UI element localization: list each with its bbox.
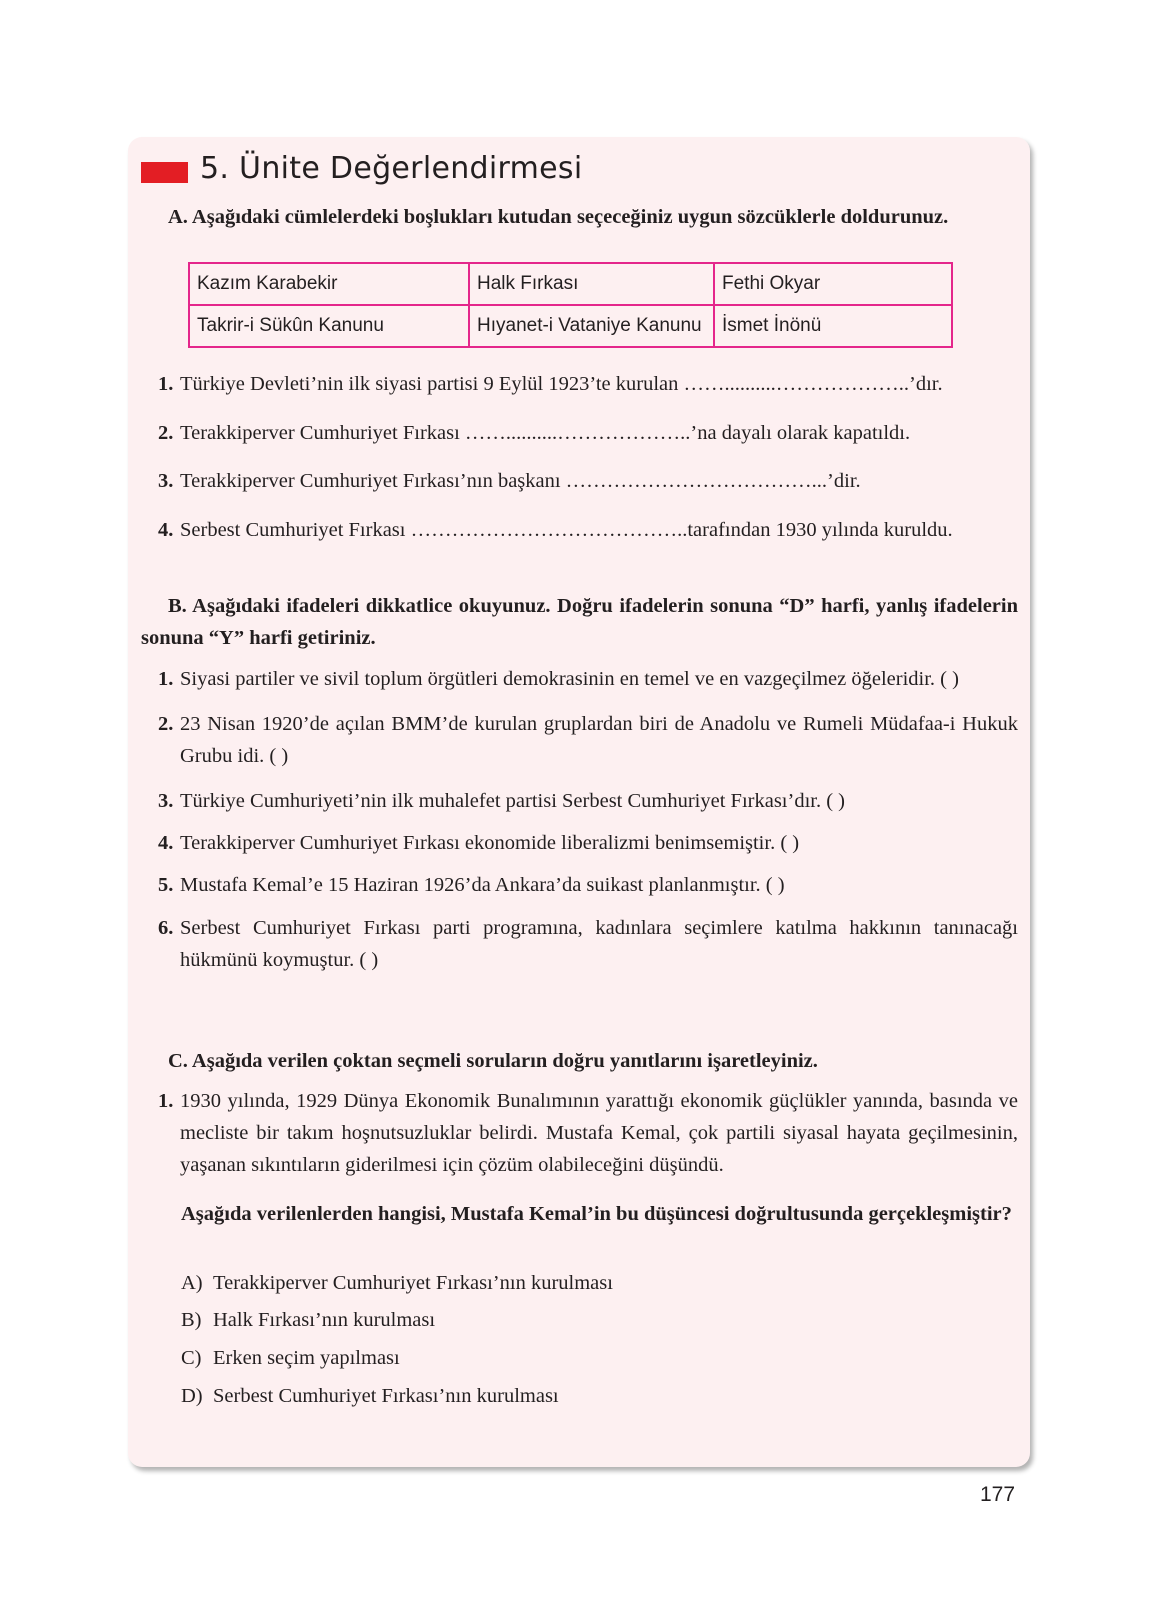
word-box-cell: Takrir-i Sükûn Kanunu [189,305,469,347]
fill-blank-question [158,514,1018,546]
question-text: Türkiye Devleti’nin ilk siyasi partisi 9 Eylül 1923’te kurulan ……..........………………..’dır. [180,373,943,395]
option-letter: B) [181,1309,202,1331]
true-false-statement [158,827,1018,859]
word-box-row [189,305,952,347]
answer-option[interactable] [181,1342,400,1374]
word-box-cell: İsmet İnönü [714,305,952,347]
true-false-statement [158,869,1018,901]
option-text: Erken seçim yapılması [213,1347,400,1369]
question-text: Serbest Cumhuriyet Fırkası …………………………………..tarafından 1930 yılında kuruldu. [180,519,953,541]
question-number: 1. [158,1090,174,1112]
statement-number: 4. [158,832,174,854]
title-accent-bar [141,162,188,183]
statement-number: 3. [158,790,174,812]
page-number: 177 [980,1483,1016,1506]
fill-blank-question [158,417,1018,449]
true-false-statement [158,912,1018,976]
question-number: 1. [158,373,174,395]
section-c-instruction: C. Aşağıda verilen çoktan seçmeli soruların doğru yanıtlarını işaretleyiniz. [168,1050,818,1072]
statement-number: 1. [158,668,174,690]
answer-option[interactable] [181,1380,559,1412]
answer-option[interactable] [181,1304,435,1336]
question-text: Terakkiperver Cumhuriyet Fırkası ……..........………………..’na dayalı olarak kapatıldı. [180,422,911,444]
statement-text: 23 Nisan 1920’de açılan BMM’de kurulan gruplardan biri de Anadolu ve Rumeli Müdafaa-i Hukuk Grubu idi. ( ) [180,713,1018,767]
question-prompt: Aşağıda verilenlerden hangisi, Mustafa Kemal’in bu düşüncesi doğrultusunda gerçekleşmiştir? [181,1203,1012,1225]
question-number: 4. [158,519,174,541]
fill-blank-question [158,368,1018,400]
option-letter: D) [181,1385,203,1407]
option-text: Terakkiperver Cumhuriyet Fırkası’nın kurulması [213,1272,613,1294]
question-number: 3. [158,470,174,492]
fill-blank-question [158,465,1018,497]
option-text: Halk Fırkası’nın kurulması [213,1309,436,1331]
word-box-cell: Halk Fırkası [469,263,714,305]
question-text: Terakkiperver Cumhuriyet Fırkası’nın başkanı ………………………………...’dir. [180,470,861,492]
word-box-cell: Fethi Okyar [714,263,952,305]
section-a-instruction: A. Aşağıdaki cümlelerdeki boşlukları kutudan seçeceğiniz uygun sözcüklerle doldurunuz. [168,206,949,228]
option-letter: C) [181,1347,202,1369]
section-b-instruction: B. Aşağıdaki ifadeleri dikkatlice okuyunuz. Doğru ifadelerin sonuna “D” harfi, yanlış ifadelerin sonuna “Y” harfi getiriniz. [141,595,1018,649]
question-number: 2. [158,422,174,444]
option-text: Serbest Cumhuriyet Fırkası’nın kurulması [213,1385,559,1407]
statement-text: Türkiye Cumhuriyeti’nin ilk muhalefet partisi Serbest Cumhuriyet Fırkası’dır. ( ) [180,790,845,812]
statement-text: Serbest Cumhuriyet Fırkası parti programına, kadınlara seçimlere katılma hakkının tanınacağı hükmünü koymuştur. ( ) [180,917,1018,971]
statement-number: 2. [158,713,174,735]
true-false-statement [158,708,1018,772]
statement-text: Terakkiperver Cumhuriyet Fırkası ekonomide liberalizmi benimsemiştir. ( ) [180,832,800,854]
statement-number: 6. [158,917,174,939]
answer-option[interactable] [181,1267,613,1299]
option-letter: A) [181,1272,203,1294]
question-text: 1930 yılında, 1929 Dünya Ekonomik Bunalımının yarattığı ekonomik güçlükler yanında, basında ve mecliste bir takım hoşnutsuzluklar belirdi. Mustafa Kemal, çok partili siyasal hayata geçilmesinin, yaşanan sıkıntıların giderilmesi için çözüm olabileceğini düşündü. [180,1090,1018,1176]
word-box-table [188,262,953,348]
word-box-cell: Hıyanet-i Vataniye Kanunu [469,305,714,347]
page-title: 5. Ünite Değerlendirmesi [200,151,583,186]
word-box-row [189,263,952,305]
statement-number: 5. [158,874,174,896]
multiple-choice-question [158,1085,1018,1181]
statement-text: Siyasi partiler ve sivil toplum örgütleri demokrasinin en temel ve en vazgeçilmez öğeleridir. ( ) [180,668,959,690]
statement-text: Mustafa Kemal’e 15 Haziran 1926’da Ankara’da suikast planlanmıştır. ( ) [180,874,785,896]
true-false-statement [158,663,1018,695]
word-box-cell: Kazım Karabekir [189,263,469,305]
true-false-statement [158,785,1018,817]
